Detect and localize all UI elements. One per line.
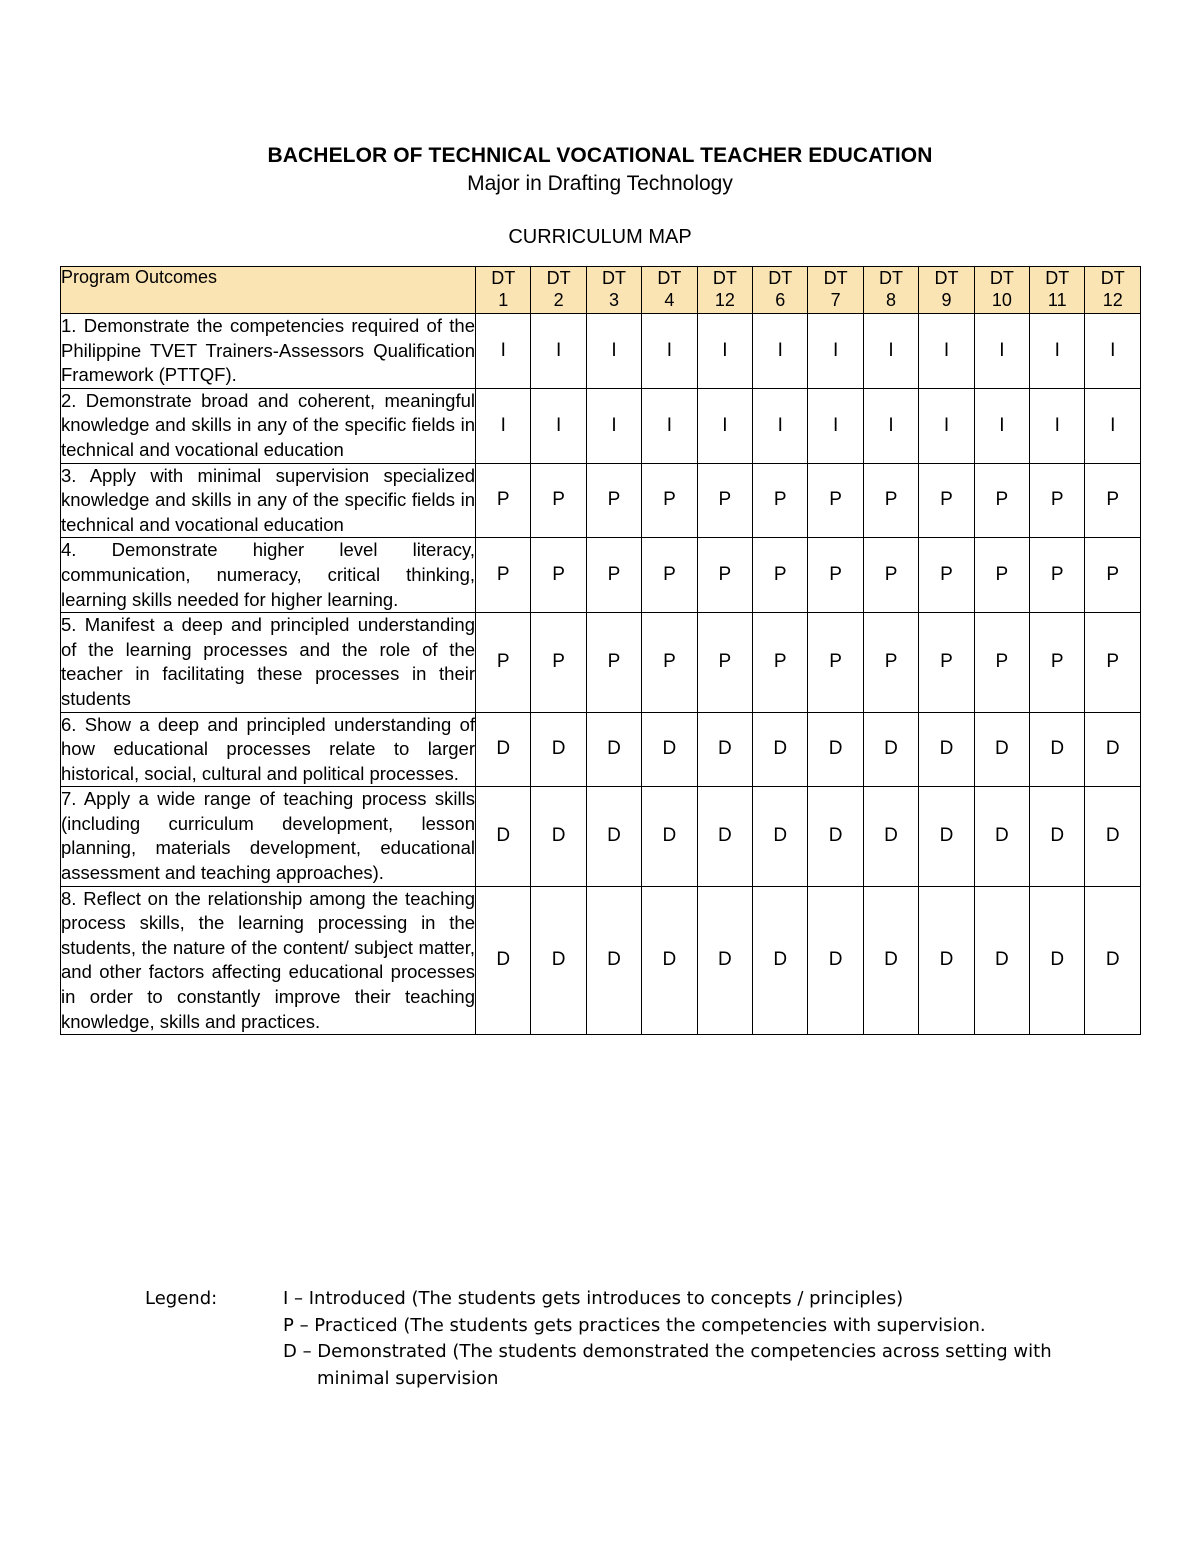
mapping-mark-cell: P — [586, 613, 641, 712]
mapping-mark-cell: P — [1085, 463, 1141, 538]
mapping-mark-cell: D — [919, 712, 974, 787]
mapping-mark-cell: P — [1085, 538, 1141, 613]
mapping-mark-cell: P — [919, 538, 974, 613]
mapping-mark-cell: D — [753, 712, 808, 787]
column-header-dt — [919, 267, 974, 314]
mapping-mark-cell: D — [697, 787, 752, 886]
mapping-mark-cell: I — [863, 314, 918, 389]
mapping-mark-cell: D — [974, 886, 1029, 1035]
table-row — [61, 613, 1141, 712]
mapping-mark-cell: P — [863, 538, 918, 613]
mapping-mark-cell: P — [919, 463, 974, 538]
mapping-mark-cell: D — [1030, 787, 1085, 886]
curriculum-map-title: CURRICULUM MAP — [508, 226, 692, 248]
column-header-number: 8 — [886, 290, 897, 310]
mapping-mark-cell: D — [531, 787, 586, 886]
column-header-top: DT — [1045, 268, 1070, 288]
mapping-mark-cell: D — [642, 886, 697, 1035]
column-header-dt — [974, 267, 1029, 314]
column-header-number: 7 — [830, 290, 841, 310]
curriculum-map-table — [60, 266, 1141, 1035]
legend-item-demonstrated: D – Demonstrated (The students demonstrated the competencies across setting with — [283, 1341, 1052, 1362]
mapping-mark-cell: I — [753, 388, 808, 463]
mapping-mark-cell: P — [974, 613, 1029, 712]
mapping-mark-cell: P — [753, 463, 808, 538]
mapping-mark-cell: D — [476, 712, 531, 787]
mapping-mark-cell: D — [1085, 712, 1141, 787]
mapping-mark-cell: P — [1030, 538, 1085, 613]
column-header-number: 12 — [714, 290, 735, 310]
column-header-dt — [697, 267, 752, 314]
legend-item-introduced: I – Introduced (The students gets introduces to concepts / principles) — [283, 1288, 904, 1309]
table-row — [61, 886, 1141, 1035]
mapping-mark-cell: I — [586, 314, 641, 389]
mapping-mark-cell: D — [642, 712, 697, 787]
mapping-mark-cell: I — [808, 314, 863, 389]
mapping-mark-cell: D — [476, 787, 531, 886]
column-header-top: DT — [823, 268, 848, 288]
mapping-mark-cell: I — [1030, 388, 1085, 463]
column-header-dt — [476, 267, 531, 314]
table-body — [61, 314, 1141, 1035]
mapping-mark-cell: P — [863, 463, 918, 538]
mapping-mark-cell: D — [476, 886, 531, 1035]
table-header-row — [61, 267, 1141, 314]
mapping-mark-cell: I — [476, 388, 531, 463]
column-header-number: 3 — [609, 290, 620, 310]
mapping-mark-cell: P — [697, 613, 752, 712]
column-header-dt — [808, 267, 863, 314]
program-outcomes-header: Program Outcomes — [61, 267, 476, 314]
mapping-mark-cell: I — [642, 388, 697, 463]
table-row — [61, 787, 1141, 886]
mapping-mark-cell: P — [863, 613, 918, 712]
mapping-mark-cell: I — [1085, 314, 1141, 389]
column-header-dt — [1030, 267, 1085, 314]
column-header-top: DT — [491, 268, 516, 288]
mapping-mark-cell: P — [586, 538, 641, 613]
mapping-mark-cell: I — [1030, 314, 1085, 389]
mapping-mark-cell: P — [919, 613, 974, 712]
mapping-mark-cell: P — [476, 613, 531, 712]
column-header-number: 11 — [1047, 290, 1067, 310]
mapping-mark-cell: P — [808, 538, 863, 613]
mapping-mark-cell: P — [753, 613, 808, 712]
column-header-top: DT — [657, 268, 682, 288]
mapping-mark-cell: D — [1030, 712, 1085, 787]
mapping-mark-cell: P — [1030, 613, 1085, 712]
program-outcome-cell: 7. Apply a wide range of teaching process skills (including curriculum development, lesson planning, materials development, educational assessment and teaching approaches). — [61, 787, 476, 886]
legend-item-practiced: P – Practiced (The students gets practices the competencies with supervision. — [283, 1314, 986, 1336]
table-row — [61, 388, 1141, 463]
mapping-mark-cell: I — [531, 388, 586, 463]
column-header-dt — [642, 267, 697, 314]
table-row — [61, 712, 1141, 787]
mapping-mark-cell: P — [974, 538, 1029, 613]
legend-item-continuation: minimal supervision — [317, 1367, 499, 1389]
table-row — [61, 463, 1141, 538]
column-header-top: DT — [602, 268, 627, 288]
legend-items — [283, 1286, 1073, 1392]
mapping-mark-cell: P — [476, 463, 531, 538]
column-header-top: DT — [1100, 268, 1125, 288]
mapping-mark-cell: D — [753, 886, 808, 1035]
column-header-top: DT — [546, 268, 571, 288]
mapping-mark-cell: D — [808, 787, 863, 886]
mapping-mark-cell: I — [919, 314, 974, 389]
column-header-number: 10 — [991, 290, 1012, 310]
legend-label: Legend: — [145, 1288, 218, 1309]
mapping-mark-cell: I — [919, 388, 974, 463]
column-header-top: DT — [989, 268, 1014, 288]
mapping-mark-cell: P — [808, 463, 863, 538]
column-header-dt — [863, 267, 918, 314]
mapping-mark-cell: I — [697, 388, 752, 463]
mapping-mark-cell: D — [586, 787, 641, 886]
mapping-mark-cell: P — [642, 463, 697, 538]
mapping-mark-cell: P — [697, 463, 752, 538]
mapping-mark-cell: I — [753, 314, 808, 389]
column-header-number: 2 — [553, 290, 564, 310]
mapping-mark-cell: I — [531, 314, 586, 389]
column-header-dt — [753, 267, 808, 314]
column-header-dt — [586, 267, 641, 314]
table-row — [61, 538, 1141, 613]
mapping-mark-cell: D — [808, 886, 863, 1035]
mapping-mark-cell: D — [863, 886, 918, 1035]
column-header-number: 6 — [775, 290, 786, 310]
column-header-number: 9 — [941, 290, 952, 310]
program-outcome-cell: 8. Reflect on the relationship among the teaching process skills, the learning processing in the students, the nature of the content/ subject matter, and other factors affecting educational processes in order to constantly improve their teaching knowledge, skills and practices. — [61, 886, 476, 1035]
mapping-mark-cell: D — [697, 712, 752, 787]
program-outcome-cell: 6. Show a deep and principled understanding of how educational processes relate to larger historical, social, cultural and political processes. — [61, 712, 476, 787]
mapping-mark-cell: D — [586, 886, 641, 1035]
mapping-mark-cell: I — [476, 314, 531, 389]
mapping-mark-cell: P — [531, 463, 586, 538]
mapping-mark-cell: P — [697, 538, 752, 613]
mapping-mark-cell: P — [1085, 613, 1141, 712]
column-header-dt — [531, 267, 586, 314]
mapping-mark-cell: I — [863, 388, 918, 463]
column-header-top: DT — [934, 268, 959, 288]
column-header-top: DT — [768, 268, 793, 288]
mapping-mark-cell: I — [1085, 388, 1141, 463]
mapping-mark-cell: D — [1030, 886, 1085, 1035]
mapping-mark-cell: D — [753, 787, 808, 886]
column-header-top: DT — [879, 268, 904, 288]
mapping-mark-cell: P — [642, 613, 697, 712]
program-outcome-cell: 1. Demonstrate the competencies required of the Philippine TVET Trainers-Assessors Qualification Framework (PTTQF). — [61, 314, 476, 389]
mapping-mark-cell: I — [808, 388, 863, 463]
program-outcome-cell: 5. Manifest a deep and principled understanding of the learning processes and the role of the teacher in facilitating these processes in their students — [61, 613, 476, 712]
mapping-mark-cell: I — [697, 314, 752, 389]
mapping-mark-cell: D — [974, 712, 1029, 787]
column-header-top: DT — [712, 268, 737, 288]
mapping-mark-cell: D — [1085, 787, 1141, 886]
mapping-mark-cell: D — [697, 886, 752, 1035]
mapping-mark-cell: I — [586, 388, 641, 463]
mapping-mark-cell: P — [531, 613, 586, 712]
mapping-mark-cell: P — [808, 613, 863, 712]
mapping-mark-cell: D — [919, 787, 974, 886]
document-title: BACHELOR OF TECHNICAL VOCATIONAL TEACHER EDUCATION — [267, 144, 933, 167]
program-outcome-cell: 2. Demonstrate broad and coherent, meaningful knowledge and skills in any of the specific fields in technical and vocational education — [61, 388, 476, 463]
mapping-mark-cell: D — [531, 886, 586, 1035]
table-row — [61, 314, 1141, 389]
column-header-number: 1 — [498, 290, 509, 310]
column-header-dt — [1085, 267, 1141, 314]
mapping-mark-cell: P — [974, 463, 1029, 538]
mapping-mark-cell: I — [974, 314, 1029, 389]
mapping-mark-cell: D — [863, 787, 918, 886]
mapping-mark-cell: I — [642, 314, 697, 389]
mapping-mark-cell: D — [531, 712, 586, 787]
column-header-number: 12 — [1102, 290, 1123, 310]
mapping-mark-cell: P — [476, 538, 531, 613]
mapping-mark-cell: D — [642, 787, 697, 886]
mapping-mark-cell: P — [586, 463, 641, 538]
mapping-mark-cell: I — [974, 388, 1029, 463]
mapping-mark-cell: P — [1030, 463, 1085, 538]
mapping-mark-cell: D — [586, 712, 641, 787]
column-header-number: 4 — [664, 290, 675, 310]
mapping-mark-cell: D — [919, 886, 974, 1035]
program-outcome-cell: 4. Demonstrate higher level literacy, communication, numeracy, critical thinking, learning skills needed for higher learning. — [61, 538, 476, 613]
mapping-mark-cell: D — [808, 712, 863, 787]
mapping-mark-cell: P — [753, 538, 808, 613]
mapping-mark-cell: D — [863, 712, 918, 787]
program-outcome-cell: 3. Apply with minimal supervision specialized knowledge and skills in any of the specific fields in technical and vocational education — [61, 463, 476, 538]
mapping-mark-cell: P — [531, 538, 586, 613]
document-subtitle: Major in Drafting Technology — [467, 172, 733, 195]
mapping-mark-cell: P — [642, 538, 697, 613]
mapping-mark-cell: D — [974, 787, 1029, 886]
mapping-mark-cell: D — [1085, 886, 1141, 1035]
